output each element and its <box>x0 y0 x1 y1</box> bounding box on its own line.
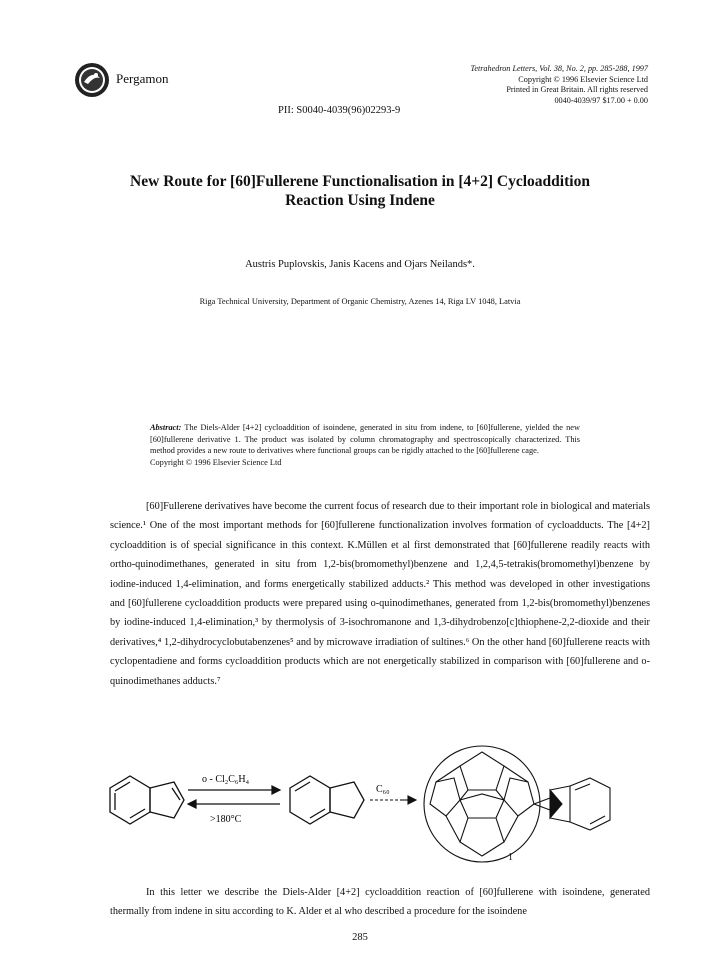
reaction-scheme <box>100 738 620 878</box>
printed-line: Printed in Great Britain. All rights reserved <box>506 85 648 95</box>
affiliation: Riga Technical University, Department of Organic Chemistry, Azenes 14, Riga LV 1048, Latvia <box>199 297 521 306</box>
body-paragraph-1: [60]Fullerene derivatives have become the current focus of research due to their important role in biological and materials science.¹ One of the most important methods for [60]fullerene functionalization involves formation of cycloadducts. The [4+2] cycloaddition is of special significance in this context. K.Müllen et al first demonstrated that [60]fullerene readily reacts with ortho-quinodimethanes, generated in situ from 1,2-bis(bromomethyl)benzene and 1,2,4,5-tetrakis(bromomethyl)benzene by iodine-induced 1,4-elimination, and forms energetically stabilized adducts.² This method was developed in other investigations and [60]fullerene cycloaddition products were prepared using o-quinodimethanes, generated from 1,2-bis(bromomethyl)benzenes by iodine-induced 1,4-elimination,³ by thermolysis of 3-isochromanone and 1,3-dihydrobenzo[c]thiophene-2,2-dioxide and their derivatives,⁴ 1,2-dihydrocyclobutabenzenes⁵ and by microwave irradiation of sultines.⁶ On the other hand [60]fullerene reacts with cyclopentadiene and forms cycloaddition products which are not energetically stabilized in comparison with [60]fullerene and o-quinodimethanes adducts.⁷ <box>110 501 650 687</box>
authors: Austris Puplovskis, Janis Kacens and Ojars Neilands*. <box>245 259 475 270</box>
c60-arrow <box>370 796 416 804</box>
title-line-1: New Route for [60]Fullerene Functionalisation in [4+2] Cycloaddition <box>130 173 590 190</box>
abstract <box>150 422 580 468</box>
price-line: 0040-4039/97 $17.00 + 0.00 <box>554 95 648 105</box>
abstract-text: The Diels-Alder [4+2] cycloaddition of isoindene, generated in situ from indene, to [60]fullerene, yielded the new [60]fullerene derivative 1. The product was isolated by column chromatography and spectroscopically characterized. This method provides a new route to derivatives where functional groups can be rigidly attached to the [60]fullerene cage. <box>150 423 580 455</box>
reagent-c60: C₆₀ <box>376 784 390 795</box>
reagent-bottom: >180°C <box>210 814 242 825</box>
abstract-label: Abstract: <box>150 423 182 432</box>
paper-title <box>90 172 630 210</box>
pergamon-logo-icon <box>74 62 110 98</box>
equilibrium-arrows <box>188 786 280 808</box>
journal-info <box>471 64 648 106</box>
reagent-top: o - Cl₂C₆H₄ <box>202 774 250 785</box>
indene-structure <box>110 776 184 824</box>
page-number: 285 <box>352 932 368 943</box>
copyright-line: Copyright © 1996 Elsevier Science Ltd <box>518 74 648 84</box>
journal-line: Tetrahedron Letters, Vol. 38, No. 2, pp. 285-288, 1997 <box>470 64 648 73</box>
fullerene-adduct-structure <box>424 746 610 862</box>
abstract-copyright: Copyright © 1996 Elsevier Science Ltd <box>150 457 282 467</box>
body-paragraph-2: In this letter we describe the Diels-Alder [4+2] cycloaddition reaction of [60]fullerene with isoindene, generated thermally from indene in situ according to K. Alder et al who described a procedure for the isoindene <box>110 887 650 918</box>
pii-code: PII: S0040-4039(96)02293-9 <box>278 105 401 116</box>
title-line-2: Reaction Using Indene <box>285 192 435 209</box>
isoindene-structure <box>290 776 364 824</box>
publisher-name: Pergamon <box>116 71 169 86</box>
compound-number: 1 <box>508 852 513 863</box>
